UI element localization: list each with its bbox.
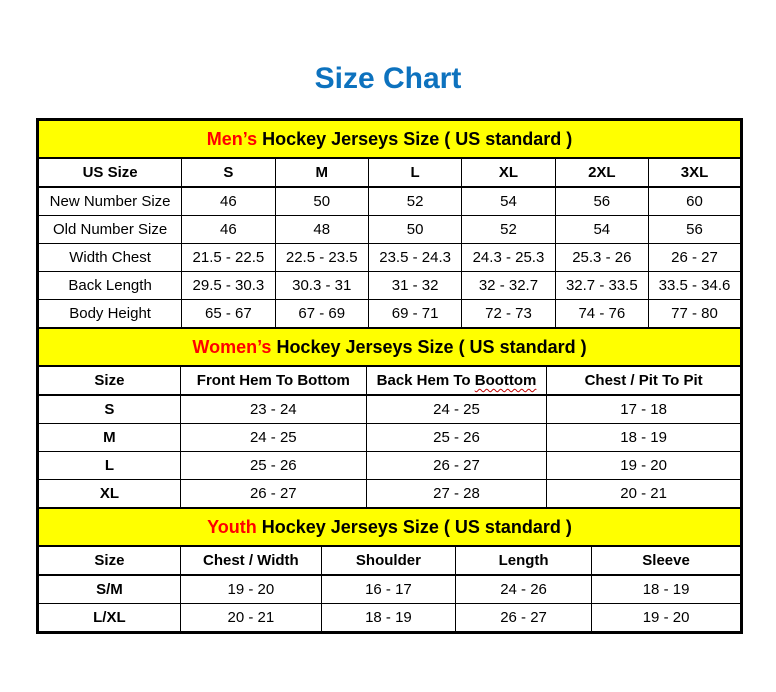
womens-size-value: 23 - 24 (180, 395, 366, 424)
womens-header-row (39, 366, 741, 395)
mens-size-value: 25.3 - 26 (555, 244, 648, 272)
mens-size-value: 54 (462, 187, 555, 216)
youth-size-value: 19 - 20 (592, 604, 741, 632)
mens-size-value: 67 - 69 (275, 300, 368, 328)
womens-row (39, 452, 741, 480)
womens-size-value: 27 - 28 (366, 480, 546, 508)
womens-size-value: 25 - 26 (366, 424, 546, 452)
womens-size-value: 24 - 25 (366, 395, 546, 424)
mens-row-label: Body Height (39, 300, 182, 328)
youth-heading-rest: Hockey Jerseys Size ( US standard ) (256, 516, 572, 537)
mens-size-value: 26 - 27 (649, 244, 741, 272)
womens-size-table (38, 328, 741, 508)
womens-size-value: 18 - 19 (547, 424, 741, 452)
youth-row-label: S/M (39, 575, 181, 604)
mens-size-value: 30.3 - 31 (275, 272, 368, 300)
youth-col-header: Sleeve (592, 546, 741, 575)
womens-row (39, 395, 741, 424)
youth-col-header: Size (39, 546, 181, 575)
mens-row-label: New Number Size (39, 187, 182, 216)
womens-row (39, 424, 741, 452)
misspelled-word: Boottom (474, 372, 537, 389)
mens-col-header: US Size (39, 158, 182, 187)
womens-size-value: 17 - 18 (547, 395, 741, 424)
womens-heading-accent: Women’s (192, 336, 272, 357)
womens-size-value: 26 - 27 (180, 480, 366, 508)
mens-size-value: 60 (649, 187, 741, 216)
mens-size-value: 46 (182, 187, 275, 216)
womens-row-label: XL (39, 480, 181, 508)
mens-size-value: 52 (368, 187, 461, 216)
womens-size-value: 26 - 27 (366, 452, 546, 480)
womens-col-header: Size (39, 366, 181, 395)
youth-row-label: L/XL (39, 604, 181, 632)
youth-row (39, 575, 741, 604)
womens-row-label: M (39, 424, 181, 452)
page-title: Size Chart (314, 62, 462, 95)
womens-row (39, 480, 741, 508)
youth-header-row (39, 546, 741, 575)
mens-size-value: 29.5 - 30.3 (182, 272, 275, 300)
mens-size-value: 21.5 - 22.5 (182, 244, 275, 272)
mens-size-value: 46 (182, 216, 275, 244)
womens-row-label: S (39, 395, 181, 424)
mens-size-value: 48 (275, 216, 368, 244)
youth-size-value: 18 - 19 (321, 604, 455, 632)
youth-col-header: Shoulder (321, 546, 455, 575)
mens-row-label: Old Number Size (39, 216, 182, 244)
mens-col-header: S (182, 158, 275, 187)
womens-row-label: L (39, 452, 181, 480)
youth-size-value: 20 - 21 (180, 604, 321, 632)
mens-row-label: Width Chest (39, 244, 182, 272)
womens-size-value: 20 - 21 (547, 480, 741, 508)
womens-size-value: 24 - 25 (180, 424, 366, 452)
youth-size-value: 26 - 27 (455, 604, 591, 632)
mens-size-value: 50 (368, 216, 461, 244)
mens-col-header: L (368, 158, 461, 187)
youth-col-header: Chest / Width (180, 546, 321, 575)
youth-size-value: 16 - 17 (321, 575, 455, 604)
mens-size-value: 50 (275, 187, 368, 216)
size-chart-tables (36, 118, 743, 634)
mens-size-value: 54 (555, 216, 648, 244)
youth-size-table (38, 508, 741, 632)
mens-heading-accent: Men’s (206, 128, 258, 149)
mens-col-header: 3XL (649, 158, 741, 187)
mens-size-table (38, 120, 741, 328)
mens-header-row (39, 158, 741, 187)
mens-row (39, 272, 741, 300)
youth-size-value: 19 - 20 (180, 575, 321, 604)
mens-size-value: 74 - 76 (555, 300, 648, 328)
womens-col-header: Chest / Pit To Pit (547, 366, 741, 395)
mens-size-value: 32 - 32.7 (462, 272, 555, 300)
mens-size-value: 77 - 80 (649, 300, 741, 328)
mens-col-header: M (275, 158, 368, 187)
mens-size-value: 72 - 73 (462, 300, 555, 328)
mens-row (39, 216, 741, 244)
youth-section-heading (39, 509, 741, 547)
mens-size-value: 23.5 - 24.3 (368, 244, 461, 272)
mens-size-value: 56 (555, 187, 648, 216)
mens-row (39, 300, 741, 328)
mens-size-value: 22.5 - 23.5 (275, 244, 368, 272)
mens-heading-rest: Hockey Jerseys Size ( US standard ) (257, 128, 573, 149)
mens-size-value: 56 (649, 216, 741, 244)
womens-size-value: 19 - 20 (547, 452, 741, 480)
youth-size-value: 18 - 19 (592, 575, 741, 604)
womens-section-heading (39, 329, 741, 367)
youth-heading-accent: Youth (207, 516, 257, 537)
mens-row-label: Back Length (39, 272, 182, 300)
mens-row (39, 187, 741, 216)
mens-row (39, 244, 741, 272)
mens-size-value: 52 (462, 216, 555, 244)
mens-size-value: 24.3 - 25.3 (462, 244, 555, 272)
mens-size-value: 69 - 71 (368, 300, 461, 328)
mens-col-header: XL (462, 158, 555, 187)
womens-col-header: Back Hem To Boottom (366, 366, 546, 395)
mens-size-value: 65 - 67 (182, 300, 275, 328)
mens-section-heading (39, 121, 741, 159)
youth-col-header: Length (455, 546, 591, 575)
womens-size-value: 25 - 26 (180, 452, 366, 480)
mens-size-value: 33.5 - 34.6 (649, 272, 741, 300)
mens-size-value: 32.7 - 33.5 (555, 272, 648, 300)
womens-col-header: Front Hem To Bottom (180, 366, 366, 395)
mens-col-header: 2XL (555, 158, 648, 187)
youth-row (39, 604, 741, 632)
mens-size-value: 31 - 32 (368, 272, 461, 300)
youth-size-value: 24 - 26 (455, 575, 591, 604)
womens-heading-rest: Hockey Jerseys Size ( US standard ) (271, 336, 587, 357)
